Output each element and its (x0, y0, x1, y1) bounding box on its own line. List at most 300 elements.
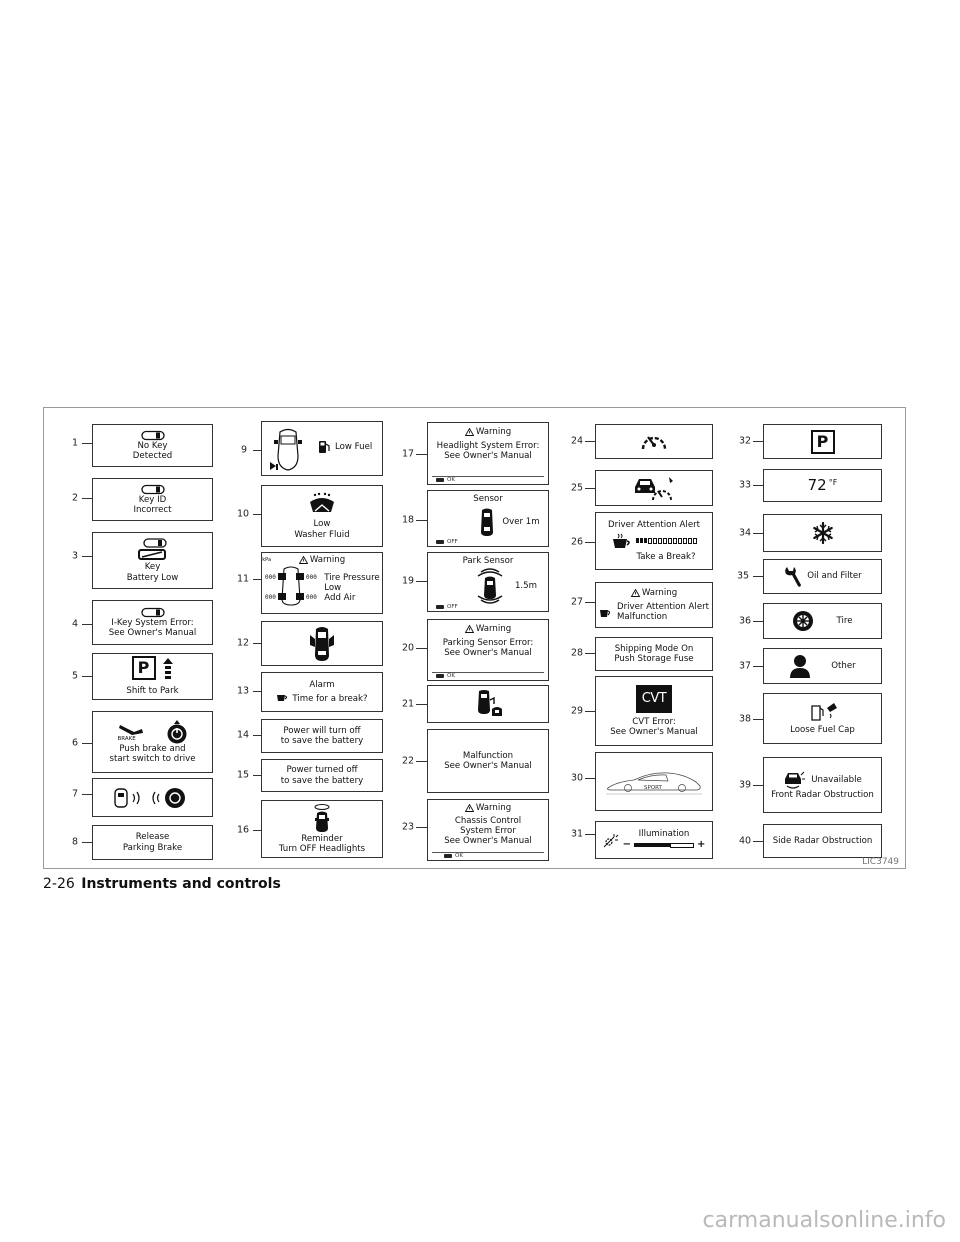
msg-line: Reminder (301, 833, 343, 844)
attention-level-row (612, 533, 697, 549)
leader-line (82, 842, 92, 843)
bar-segment (683, 538, 687, 544)
item-number: 15 (237, 769, 250, 781)
leader-line (82, 794, 92, 795)
msg-line: CVT Error: (632, 716, 676, 727)
msg-line: Add Air (324, 593, 356, 604)
msg-line: Battery Low (126, 572, 179, 583)
msg-other-maintenance (763, 648, 882, 684)
item-number: 22 (402, 755, 415, 767)
msg-tire-maintenance (763, 603, 882, 639)
illumination-icon (603, 832, 619, 848)
leader-line (753, 666, 763, 667)
leader-line (585, 834, 595, 835)
ok-indicator (444, 853, 463, 859)
leader-line (82, 676, 92, 677)
leader-line (416, 704, 427, 705)
brake-pedal-icon (118, 722, 144, 736)
leader-line (416, 454, 427, 455)
msg-line: Power will turn off (283, 725, 361, 736)
plus-sign: + (697, 839, 706, 851)
column-2 (219, 408, 389, 868)
leader-line (416, 648, 427, 649)
msg-shipping-mode (595, 637, 713, 671)
section-title: Instruments and controls (81, 876, 281, 892)
sport-label: SPORT (644, 784, 662, 791)
warning-triangle-icon (465, 804, 474, 812)
radar-row (783, 770, 862, 790)
item-number: 30 (571, 772, 584, 784)
warning-header (465, 427, 511, 437)
minus-sign: − (622, 839, 631, 851)
msg-malfunction (427, 729, 549, 793)
leader-line (753, 621, 763, 622)
msg-line: Take a Break? (636, 552, 696, 562)
oil-filter-row (783, 566, 861, 588)
leader-line (753, 785, 763, 786)
snowflake-icon (812, 522, 834, 544)
msg-push-brake-start (92, 711, 213, 773)
msg-line: Shipping Mode On (614, 643, 694, 654)
tire-icon (792, 610, 814, 632)
leader-line (585, 711, 595, 712)
temperature-unit: °F (828, 477, 838, 487)
start-button-icon (166, 720, 188, 744)
item-number: 28 (571, 647, 584, 659)
msg-line: No Key (137, 440, 168, 451)
msg-power-will-turn-off (261, 719, 383, 753)
warning-header (465, 624, 511, 634)
off-label: OFF (447, 538, 458, 545)
msg-line: See Owner's Manual (444, 836, 532, 847)
warning-header (465, 803, 511, 813)
msg-shift-to-park (92, 653, 213, 700)
parking-sensor-icon (473, 567, 507, 605)
msg-line: Headlight System Error: (436, 441, 540, 452)
msg-line: Time for a break? (292, 693, 368, 704)
break-row (276, 694, 367, 704)
bar-segment (668, 538, 672, 544)
msg-alarm-break (261, 672, 383, 712)
key-battery-icon (138, 538, 168, 562)
key-fob-icon (141, 484, 165, 495)
leader-line (585, 778, 595, 779)
leader-line (82, 443, 92, 444)
illumination-row (603, 829, 706, 851)
msg-line: Chassis Control (454, 816, 522, 827)
headlight-reminder-icon (312, 804, 332, 834)
svg-text:000: 000 (265, 594, 277, 602)
item-number: 31 (571, 828, 584, 840)
speedometer-icon (639, 429, 669, 455)
msg-line: Release (135, 832, 170, 843)
sport-car-icon (604, 768, 704, 796)
person-icon (789, 654, 811, 678)
item-number: 13 (237, 685, 250, 697)
item-number: 29 (571, 705, 584, 717)
item-number: 34 (739, 527, 752, 539)
msg-line: System Error (460, 826, 516, 837)
msg-key-id-incorrect (92, 478, 213, 521)
item-number: 23 (402, 821, 415, 833)
msg-line: Over 1m (502, 517, 540, 528)
msg-line: Washer Fluid (294, 529, 350, 540)
msg-line: to save the battery (280, 775, 364, 786)
msg-parking-sensor-error (427, 619, 549, 681)
temperature-row (808, 477, 838, 495)
other-row (789, 654, 855, 678)
item-number: 18 (402, 514, 415, 526)
arrow-icon (162, 657, 174, 679)
msg-line: Driver Attention Alert (607, 519, 701, 530)
leader-line (253, 514, 261, 515)
bar-segment (653, 538, 657, 544)
msg-driver-attention-malfunction (595, 582, 713, 628)
msg-line: Tire Pressure (324, 572, 380, 583)
bar-segment (693, 538, 697, 544)
msg-line: I-Key System Error: (111, 617, 194, 628)
leader-line (82, 556, 92, 557)
ok-icon (436, 478, 444, 482)
attention-level-bar (636, 538, 697, 544)
radar-car-icon (783, 770, 805, 790)
msg-line: See Owner's Manual (108, 628, 197, 638)
msg-line: See Owner's Manual (610, 726, 698, 737)
msg-line: Low (324, 582, 342, 593)
msg-line: Other (831, 660, 856, 671)
off-label: OFF (447, 603, 458, 610)
coffee-cup-icon (612, 533, 632, 549)
msg-key-battery-low (92, 532, 213, 589)
msg-front-radar-obstruction (763, 757, 882, 813)
tire-pressure-icon (264, 565, 318, 607)
leader-line (253, 735, 261, 736)
bar-empty (670, 843, 694, 848)
item-number: 38 (739, 713, 752, 725)
leader-line (253, 643, 261, 644)
msg-line: 1.5m (514, 581, 538, 592)
svg-text:000: 000 (265, 574, 277, 582)
leader-line (753, 441, 763, 442)
off-indicator (436, 539, 458, 545)
coffee-cup-icon (276, 694, 288, 703)
item-number: 20 (402, 642, 415, 654)
item-number: 9 (241, 444, 248, 456)
leader-line (753, 719, 763, 720)
warning-header (262, 555, 382, 565)
msg-line: Loose Fuel Cap (790, 724, 855, 735)
item-number: 36 (739, 615, 752, 627)
off-indicator (436, 604, 458, 610)
msg-line: Incorrect (133, 505, 172, 515)
bar-segment (636, 538, 639, 543)
ok-label: OK (447, 672, 455, 679)
item-number: 11 (237, 573, 250, 585)
msg-release-parking-brake (92, 825, 213, 860)
warning-triangle-icon (631, 589, 640, 597)
msg-line: Push brake and (119, 743, 186, 754)
bar-segment (648, 538, 652, 544)
tire-pressure-text (324, 573, 379, 603)
msg-line: See Owner's Manual (444, 761, 532, 771)
item-number: 2 (72, 492, 79, 504)
item-number: 6 (72, 737, 79, 749)
msg-line: Shift to Park (126, 686, 179, 697)
leader-line (253, 691, 261, 692)
bar-segment (688, 538, 692, 544)
coffee-cup-icon (599, 607, 611, 618)
page-number: 2-26 (43, 876, 75, 892)
msg-low-washer-fluid (261, 485, 383, 547)
msg-line: Tire (836, 615, 853, 626)
brake-pedal (118, 722, 144, 742)
low-fuel-row (268, 426, 372, 474)
msg-i-key-system-error (92, 600, 213, 645)
ok-label: OK (447, 476, 455, 483)
bar-segment (678, 538, 682, 544)
bar-segment (644, 538, 647, 543)
unit-label: kPa (262, 557, 272, 564)
warning-label: Warning (641, 587, 678, 598)
column-5 (729, 408, 907, 868)
item-number: 16 (237, 824, 250, 836)
warning-label: Warning (475, 427, 512, 437)
msg-line: start switch to drive (109, 754, 196, 764)
item-number: 35 (737, 570, 750, 582)
msg-low-fuel (261, 421, 383, 476)
bar-segment (658, 538, 662, 544)
bar-segment (673, 538, 677, 544)
park-letter: P (132, 656, 156, 680)
item-number: 1 (72, 437, 79, 449)
shift-park-icon (132, 656, 174, 680)
warning-label: Warning (475, 803, 512, 813)
watermark: carmanualsonline.info (702, 1208, 946, 1233)
leader-line (82, 624, 92, 625)
msg-driver-attention-alert (595, 512, 713, 570)
msg-line: Sensor (473, 494, 503, 504)
msg-chassis-control-error (427, 799, 549, 861)
key-to-switch-icon (113, 786, 193, 810)
leader-line (416, 520, 427, 521)
msg-line: Key ID (138, 494, 167, 505)
item-number: 40 (739, 835, 752, 847)
car-topview-icon (268, 426, 310, 474)
msg-line: Park Sensor (462, 556, 514, 566)
msg-line: Key (144, 562, 161, 573)
msg-line: Low (313, 519, 331, 530)
brake-start-icon (118, 720, 188, 744)
temperature-value: 72 (807, 475, 827, 494)
msg-doors-open (261, 621, 383, 666)
parking-sensor-icon (476, 506, 498, 538)
msg-line: to save the battery (280, 736, 364, 746)
leader-line (253, 450, 261, 451)
msg-power-turned-off (261, 759, 383, 792)
msg-illumination (595, 821, 713, 859)
svg-text:000: 000 (306, 574, 318, 582)
car-speedometer-icon (633, 475, 675, 501)
warning-label: Warning (475, 624, 512, 634)
msg-loose-fuel-cap (763, 693, 882, 744)
leader-line (253, 775, 261, 776)
leader-line (585, 542, 595, 543)
item-number: 32 (739, 435, 752, 447)
warning-header (631, 588, 677, 598)
msg-line: Power turned off (286, 765, 358, 776)
msg-line: Parking Sensor Error: (442, 638, 534, 649)
leader-line (253, 830, 261, 831)
msg-sport-mode (595, 752, 713, 811)
msg-line: Illumination (638, 829, 690, 840)
column-1 (44, 408, 219, 868)
msg-line: Detected (132, 451, 173, 461)
ok-indicator (436, 477, 455, 483)
msg-line: See Owner's Manual (444, 451, 532, 462)
column-4 (559, 408, 729, 868)
msg-line: Driver Attention Alert (616, 601, 710, 612)
figure-id: LIC3749 (862, 857, 899, 867)
illumination-control (623, 829, 706, 851)
item-number: 21 (402, 698, 415, 710)
key-fob-icon (141, 607, 165, 618)
off-icon (436, 540, 444, 544)
msg-car-speedometer (595, 470, 713, 506)
leader-line (416, 827, 427, 828)
msg-line: Turn OFF Headlights (278, 844, 366, 854)
item-number: 12 (237, 637, 250, 649)
wrench-icon (783, 566, 801, 588)
leader-line (82, 498, 92, 499)
tire-row (792, 610, 852, 632)
msg-icy-road (763, 514, 882, 552)
item-number: 33 (739, 479, 752, 491)
sensor-row (476, 506, 539, 538)
malfunction-row (599, 602, 709, 622)
msg-line: See Owner's Manual (444, 648, 532, 659)
item-number: 19 (402, 575, 415, 587)
msg-park-sensor-1-5m (427, 552, 549, 612)
item-number: 5 (72, 670, 79, 682)
leader-line (753, 576, 763, 577)
washer-fluid-icon (307, 492, 337, 514)
msg-line: Alarm (309, 680, 335, 691)
leader-line (585, 653, 595, 654)
ok-label: OK (455, 852, 463, 859)
warning-triangle-icon (299, 556, 308, 564)
msg-line: Oil and Filter (807, 571, 862, 582)
msg-line: Unavailable (811, 774, 862, 785)
msg-side-radar-obstruction (763, 824, 882, 858)
svg-text:000: 000 (306, 594, 318, 602)
car-doors-icon (309, 625, 335, 663)
msg-tire-pressure-low (261, 552, 383, 614)
msg-sensor-over-1m (427, 490, 549, 547)
fuel-cap-icon (808, 702, 838, 722)
warning-triangle-icon (465, 428, 474, 436)
leader-line (253, 579, 261, 580)
cvt-badge: CVT (636, 685, 672, 712)
sport-car-wrap (604, 768, 704, 796)
item-number: 37 (739, 660, 752, 672)
msg-speedometer (595, 424, 713, 459)
msg-oil-and-filter (763, 559, 882, 594)
leader-line (585, 488, 595, 489)
bar-fill (634, 843, 670, 847)
item-number: 14 (237, 729, 250, 741)
park-sensor-row (473, 567, 537, 605)
msg-headlight-system-error (427, 422, 549, 485)
brake-label: BRAKE (117, 735, 136, 742)
ok-icon (444, 854, 452, 858)
msg-no-key-detected (92, 424, 213, 467)
item-number: 4 (72, 618, 79, 630)
tire-diagram (262, 557, 318, 610)
msg-line: Malfunction (462, 750, 514, 761)
msg-line: Low Fuel (335, 441, 373, 452)
item-number: 8 (72, 836, 79, 848)
leader-line (753, 485, 763, 486)
item-number: 27 (571, 596, 584, 608)
msg-headlight-reminder (261, 800, 383, 858)
item-number: 17 (402, 448, 415, 460)
leader-line (416, 581, 427, 582)
item-number: 26 (571, 536, 584, 548)
warning-messages-figure (43, 407, 906, 869)
page-caption (43, 876, 281, 892)
leader-line (82, 743, 92, 744)
bar-segment (640, 538, 643, 543)
park-badge: P (811, 430, 835, 454)
item-number: 3 (72, 550, 79, 562)
item-number: 24 (571, 435, 584, 447)
item-number: 39 (739, 779, 752, 791)
bar-segment (663, 538, 667, 544)
msg-line: Malfunction (616, 612, 668, 623)
msg-door-open-car (427, 685, 549, 723)
ok-indicator (436, 673, 455, 679)
ok-icon (436, 674, 444, 678)
illumination-bar (634, 843, 694, 848)
msg-line: Front Radar Obstruction (771, 789, 874, 800)
msg-line: Push Storage Fuse (614, 654, 694, 664)
column-3 (389, 408, 559, 868)
leader-line (416, 761, 427, 762)
fuel-pump-icon (318, 440, 330, 454)
msg-key-to-switch (92, 778, 213, 817)
warning-triangle-icon (465, 625, 474, 633)
illumination-slider (623, 839, 706, 851)
msg-outside-temperature (763, 469, 882, 502)
msg-line: Side Radar Obstruction (772, 835, 873, 846)
msg-cvt-error (595, 676, 713, 746)
malfunction-text (617, 602, 709, 622)
leader-line (753, 533, 763, 534)
key-fob-icon (141, 430, 165, 441)
leader-line (585, 602, 595, 603)
msg-park-indicator (763, 424, 882, 459)
leader-line (585, 441, 595, 442)
fuel-label-row (318, 440, 372, 454)
warning-label: Warning (309, 555, 346, 565)
car-door-open-icon (473, 688, 503, 720)
leader-line (753, 841, 763, 842)
item-number: 25 (571, 482, 584, 494)
item-number: 7 (72, 788, 79, 800)
item-number: 10 (237, 508, 250, 520)
off-icon (436, 605, 444, 609)
msg-line: Parking Brake (122, 842, 183, 853)
